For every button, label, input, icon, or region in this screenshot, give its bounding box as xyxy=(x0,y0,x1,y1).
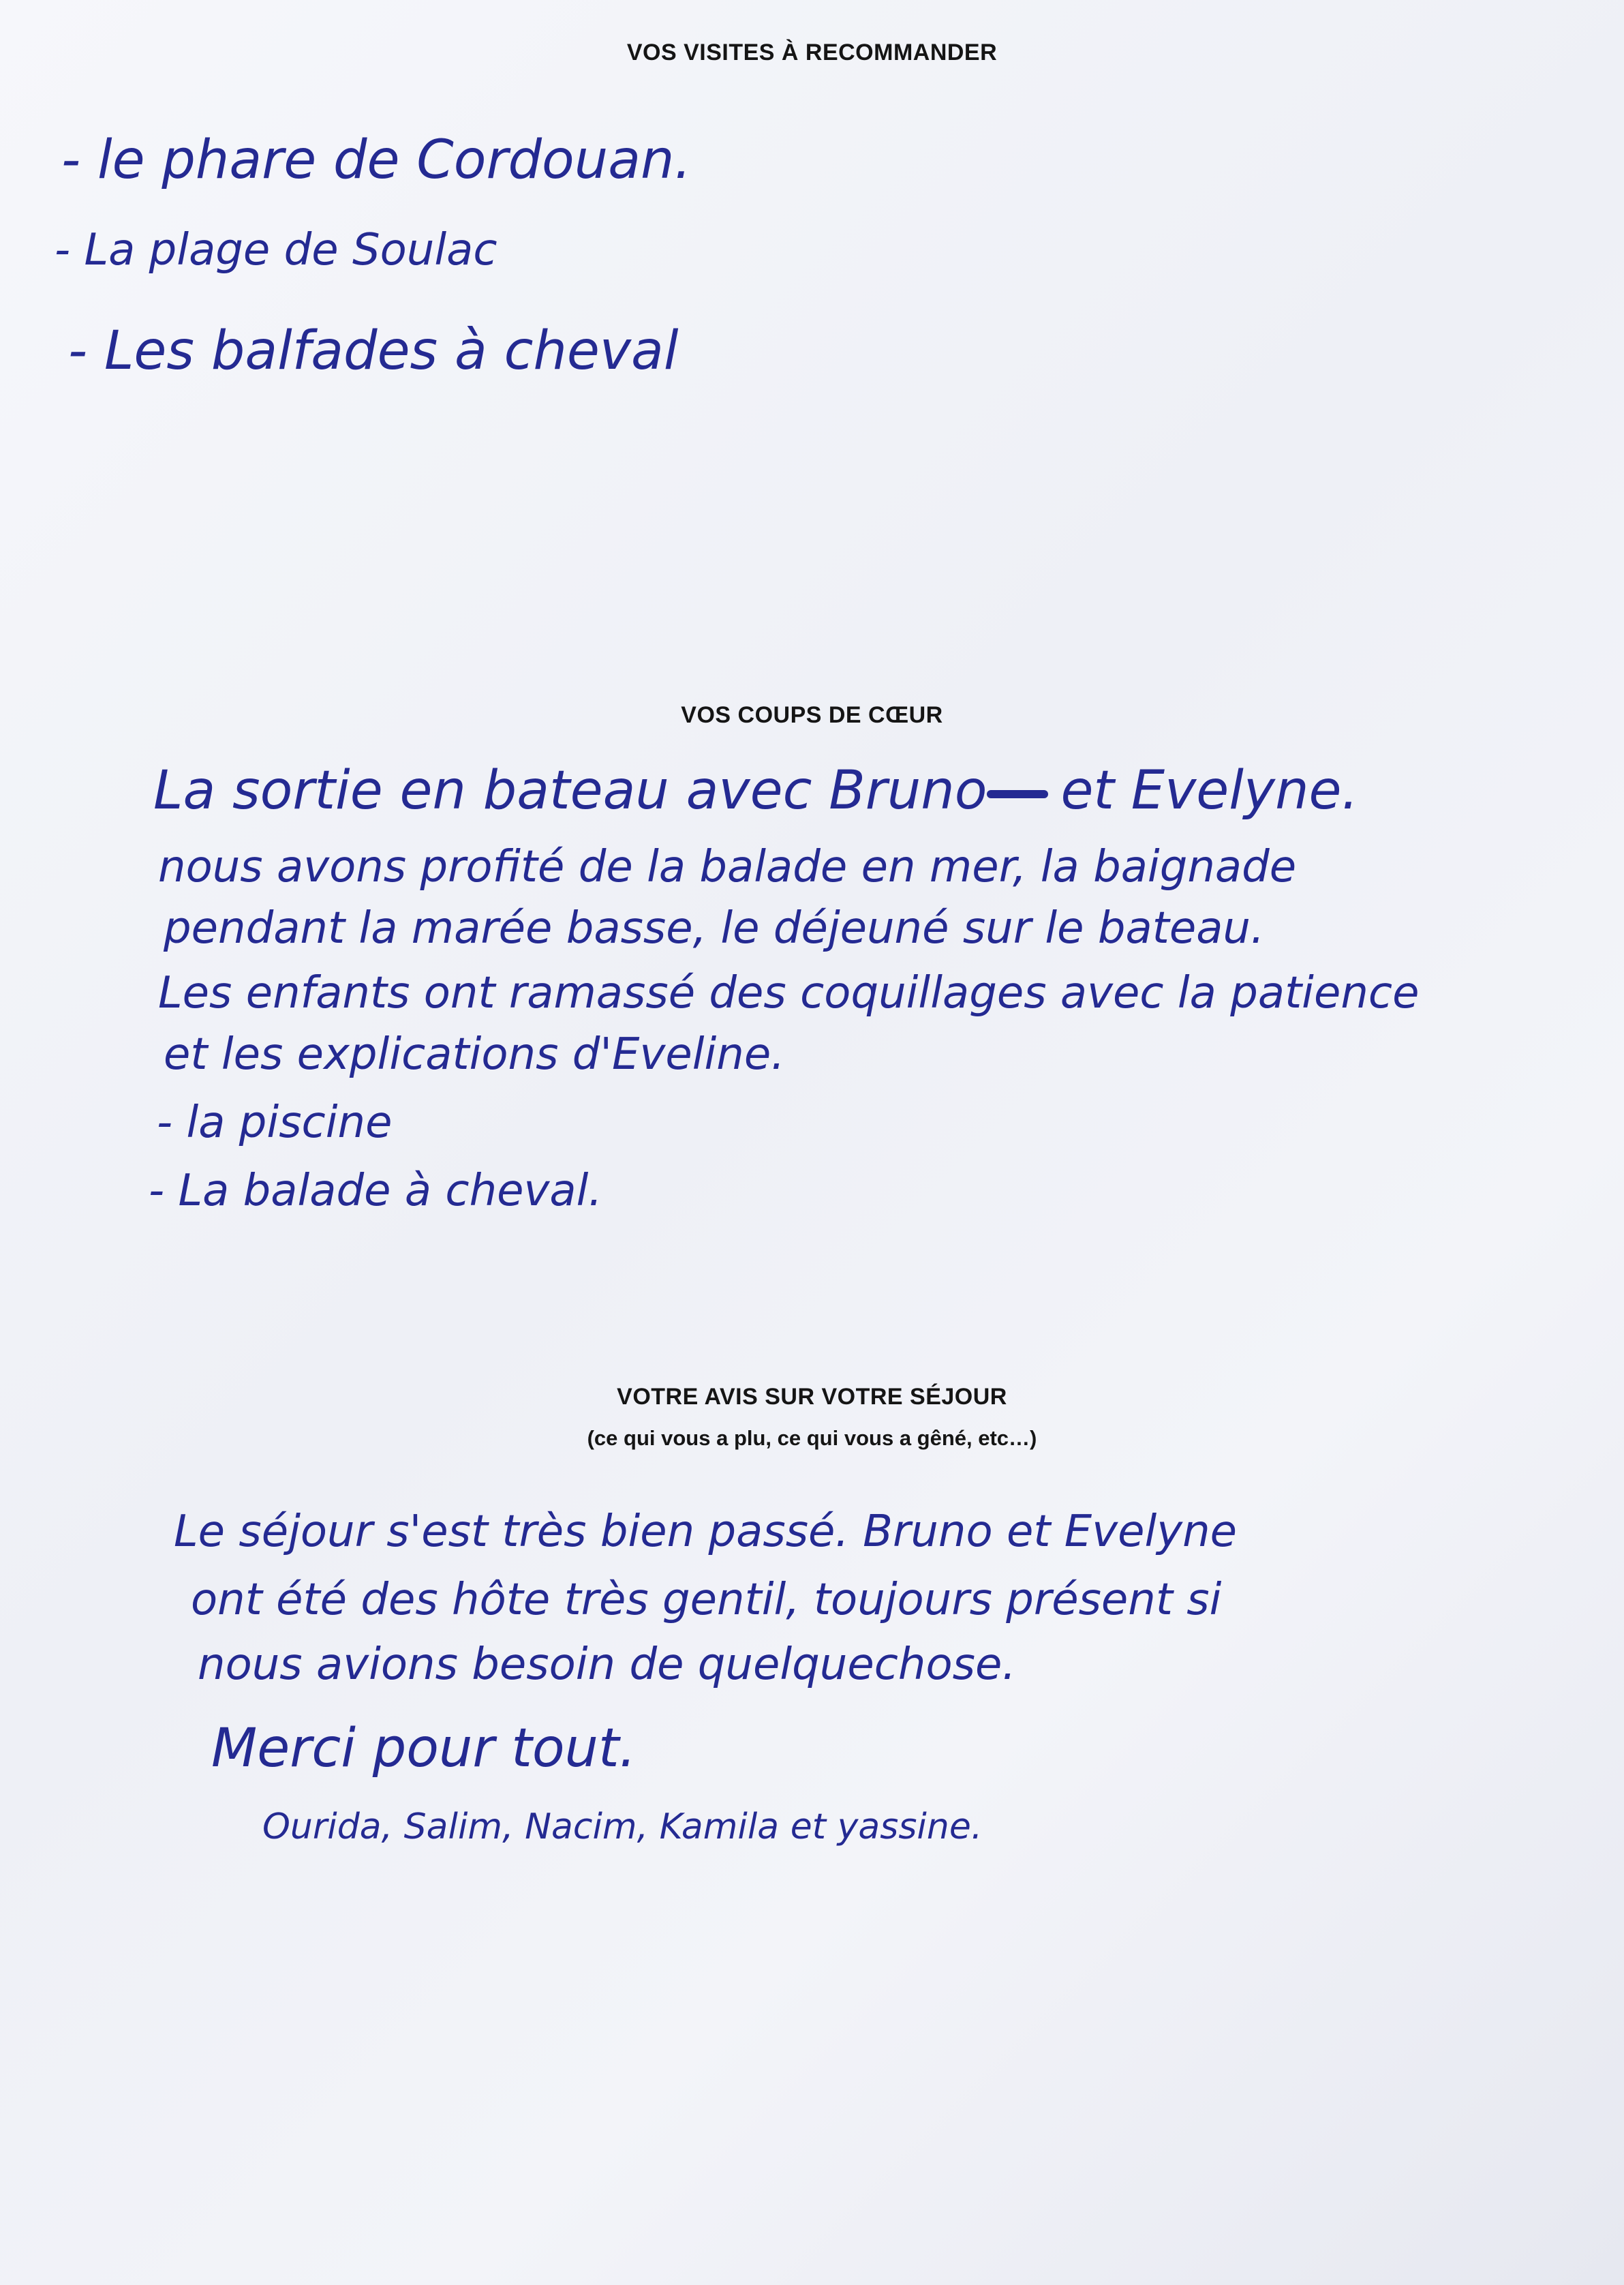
favorites-line-5: et les explications d'Eveline. xyxy=(164,1029,785,1080)
favorites-line-1 xyxy=(153,760,1358,821)
review-heading: VOTRE AVIS SUR VOTRE SÉJOUR xyxy=(617,1384,1007,1410)
favorites-line-6: - la piscine xyxy=(157,1098,393,1148)
review-line-2: ont été des hôte très gentil, toujours présent si xyxy=(191,1575,1222,1625)
visits-line-1: - le phare de Cordouan. xyxy=(61,130,692,191)
favorites-line-2: nous avons profité de la balade en mer, la baignade xyxy=(158,842,1297,892)
visits-heading: VOS VISITES À RECOMMANDER xyxy=(626,40,998,65)
scribble-mark xyxy=(987,790,1048,798)
review-line-1: Le séjour s'est très bien passé. Bruno et Evelyne xyxy=(174,1507,1238,1557)
review-line-4: Merci pour tout. xyxy=(211,1718,637,1779)
favorites-line-3: pendant la marée basse, le déjeuné sur le bateau. xyxy=(164,903,1265,954)
visits-line-2: - La plage de Soulac xyxy=(55,225,497,275)
favorites-heading: VOS COUPS DE CŒUR xyxy=(681,702,943,728)
review-signature: Ourida, Salim, Nacim, Kamila et yassine. xyxy=(262,1806,983,1847)
favorites-line-7: - La balade à cheval. xyxy=(149,1166,602,1216)
favorites-line-1-tail: et Evelyne. xyxy=(1060,760,1359,821)
favorites-line-4: Les enfants ont ramassé des coquillages avec la patience xyxy=(158,968,1420,1018)
favorites-line-1-text: La sortie en bateau avec Bruno xyxy=(153,760,987,821)
review-subheading: (ce qui vous a plu, ce qui vous a gêné, etc…) xyxy=(587,1426,1037,1450)
visits-line-3: - Les balfades à cheval xyxy=(68,320,679,382)
review-line-3: nous avions besoin de quelquechose. xyxy=(198,1639,1016,1690)
